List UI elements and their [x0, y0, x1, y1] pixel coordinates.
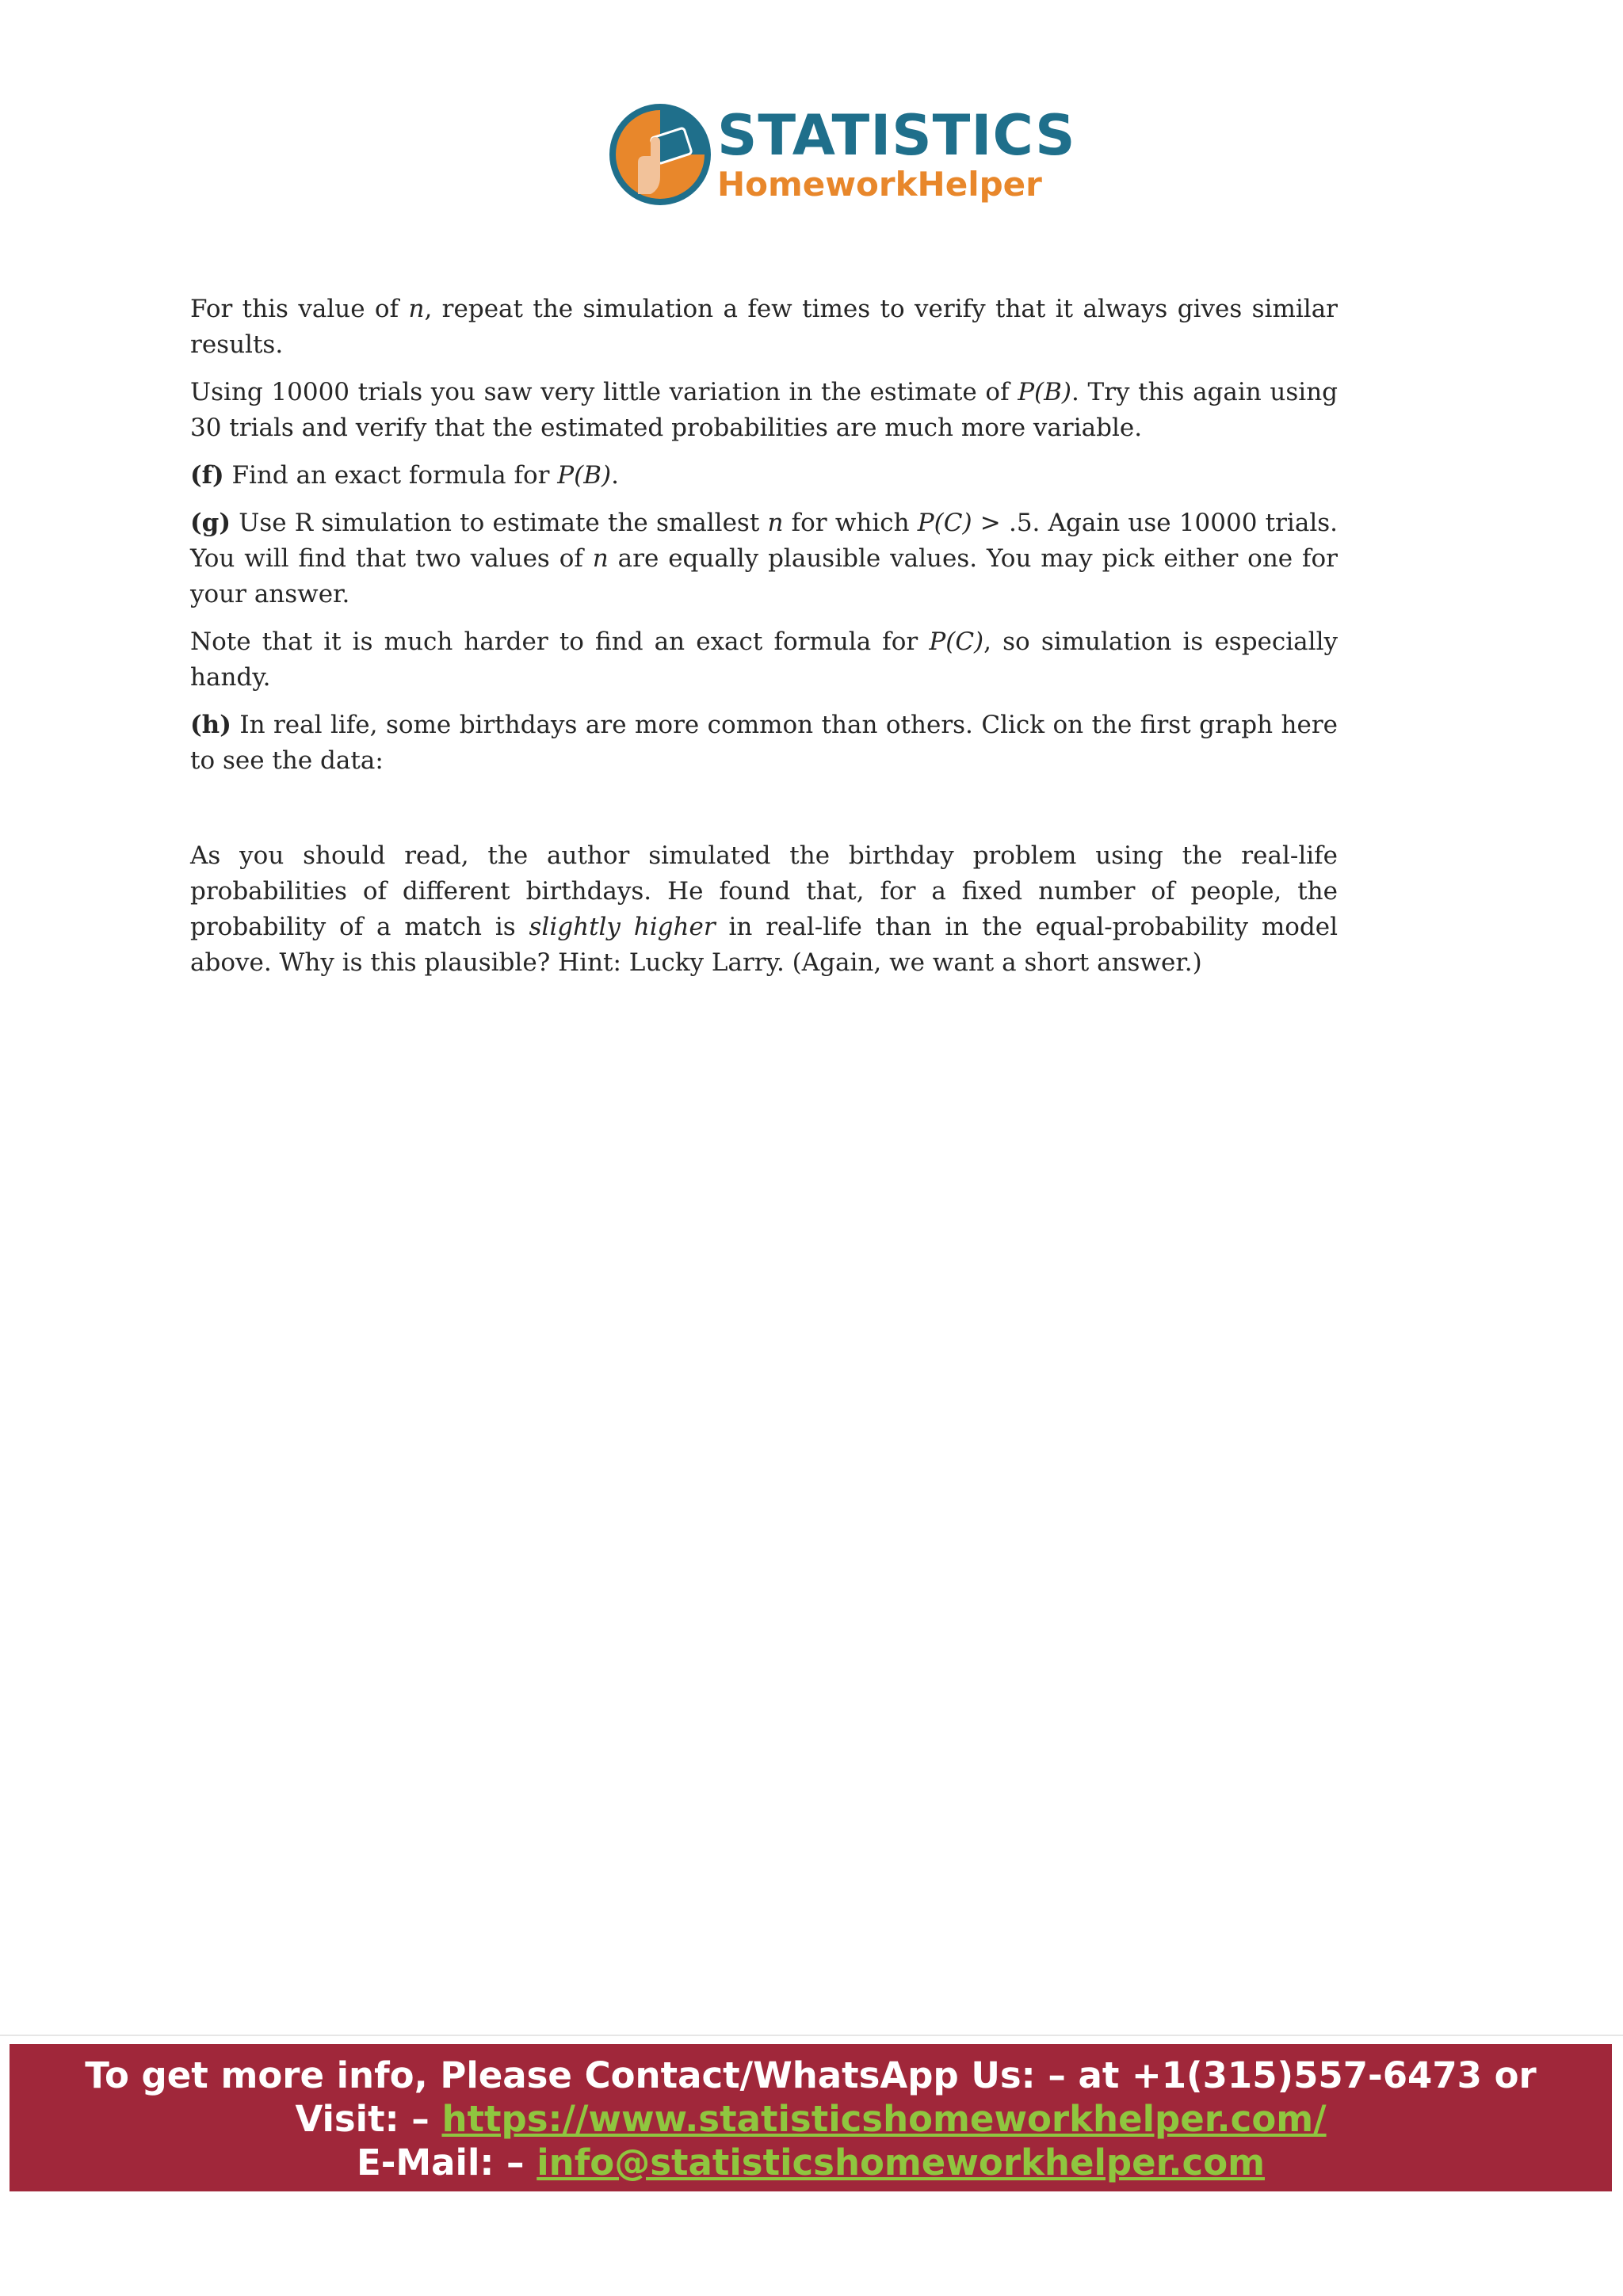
- email-link[interactable]: info@statisticshomeworkhelper.com: [537, 2142, 1265, 2183]
- footer-contact-line: To get more info, Please Contact/WhatsApp Us: – at +1(315)557-6473 or: [85, 2054, 1537, 2096]
- brand-logo: [606, 99, 1076, 210]
- footer-visit-line: Visit: – https://www.statisticshomeworkhelper.com/: [295, 2098, 1327, 2140]
- footer-email-line: E-Mail: – info@statisticshomeworkhelper.com: [356, 2142, 1265, 2183]
- question-f: (f) Find an exact formula for P(B).: [190, 461, 619, 490]
- logo-title: STATISTICS: [717, 103, 1076, 168]
- paragraph-real-life: As you should read, the author simulated the birthday problem using the real-life probabilities of different birthdays. He found that, for a fixed number of people, the probability of a match is slightly higher in real-life than in the equal-probability model above. Why is this plausible? Hint: Lucky Larry. (Again, we want a short answer.): [190, 841, 1338, 977]
- document-body: [190, 292, 1338, 993]
- website-link[interactable]: https://www.statisticshomeworkhelper.com/: [441, 2098, 1327, 2140]
- paragraph-note: Note that it is much harder to find an exact formula for P(C), so simulation is especially handy.: [190, 627, 1338, 692]
- logo-subtitle: HomeworkHelper: [717, 165, 1042, 204]
- contact-footer: [10, 2044, 1612, 2191]
- question-h: (h) In real life, some birthdays are more common than others. Click on the first graph here to see the data:: [190, 711, 1338, 775]
- question-g: (g) Use R simulation to estimate the smallest n for which P(C) > .5. Again use 10000 trials. You will find that two values of n are equally plausible values. You may pick either one for your answer.: [190, 509, 1338, 608]
- paragraph-trials-variation: Using 10000 trials you saw very little variation in the estimate of P(B). Try this again using 30 trials and verify that the estimated probabilities are much more variable.: [190, 378, 1338, 442]
- paragraph-repeat-simulation: For this value of n, repeat the simulation a few times to verify that it always gives similar results.: [190, 295, 1338, 359]
- logo-emblem-icon: [606, 101, 714, 208]
- footer-divider: [0, 2035, 1623, 2036]
